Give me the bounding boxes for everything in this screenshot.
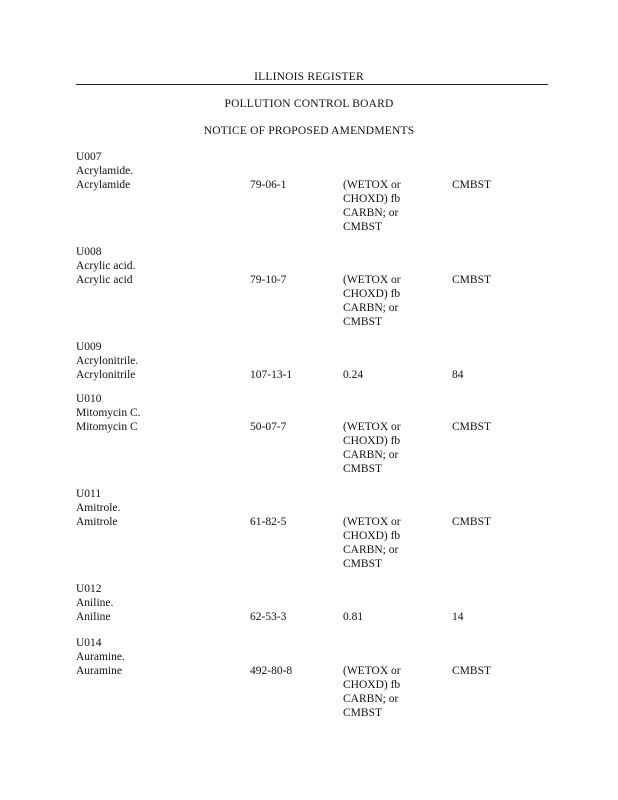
notice-title: NOTICE OF PROPOSED AMENDMENTS: [203, 125, 415, 137]
standard-line: CARBN; or: [343, 693, 399, 705]
constituent-name: Acrylonitrile: [76, 369, 136, 381]
register-title: ILLINOIS REGISTER: [254, 71, 364, 83]
standard-line: CHOXD) fb: [343, 288, 401, 300]
waste-code: U007: [76, 151, 102, 163]
standard-line: CHOXD) fb: [343, 679, 401, 691]
waste-heading: Auramine.: [76, 651, 125, 663]
waste-entry: [76, 582, 546, 624]
waste-code: U012: [76, 583, 102, 595]
waste-entry: [76, 150, 546, 233]
standard-line: CHOXD) fb: [343, 435, 401, 447]
standard-line: (WETOX or: [343, 516, 401, 528]
standard-line: 0.24: [343, 369, 364, 381]
standard-line: CARBN; or: [343, 207, 399, 219]
waste-code: U010: [76, 393, 102, 405]
nonwastewater-standard: CMBST: [452, 516, 491, 528]
standard-line: CARBN; or: [343, 544, 399, 556]
standard-line: 0.81: [343, 611, 364, 623]
nonwastewater-standard: CMBST: [452, 274, 491, 286]
standard-line: (WETOX or: [343, 274, 401, 286]
standard-line: CARBN; or: [343, 449, 399, 461]
nonwastewater-standard: CMBST: [452, 179, 491, 191]
constituent-name: Acrylamide: [76, 179, 131, 191]
wastewater-standard: [343, 664, 433, 720]
cas-number: 79-10-7: [250, 274, 287, 286]
nonwastewater-standard: 14: [452, 611, 464, 623]
constituent-row: [76, 178, 546, 233]
nonwastewater-standard: CMBST: [452, 421, 491, 433]
waste-code: U011: [76, 488, 102, 500]
cas-number: 107-13-1: [250, 369, 293, 381]
standard-line: CMBST: [343, 558, 382, 570]
wastewater-standard: [343, 420, 433, 476]
constituent-name: Mitomycin C: [76, 421, 138, 433]
cas-number: 61-82-5: [250, 516, 287, 528]
constituent-name: Amitrole: [76, 516, 118, 528]
cas-number: 492-80-8: [250, 665, 293, 677]
waste-heading: Aniline.: [76, 597, 114, 609]
standard-line: (WETOX or: [343, 179, 401, 191]
standard-line: CMBST: [343, 316, 382, 328]
waste-heading: Mitomycin C.: [76, 407, 141, 419]
constituent-row: [76, 664, 546, 719]
constituent-row: [76, 273, 546, 328]
constituent-name: Acrylic acid: [76, 274, 133, 286]
constituent-row: [76, 610, 546, 624]
wastewater-standard: [343, 610, 433, 624]
standard-line: (WETOX or: [343, 421, 401, 433]
standard-line: CHOXD) fb: [343, 530, 401, 542]
standard-line: (WETOX or: [343, 665, 401, 677]
waste-entry: [76, 636, 546, 719]
waste-heading: Acrylamide.: [76, 165, 134, 177]
nonwastewater-standard: 84: [452, 369, 464, 381]
cas-number: 50-07-7: [250, 421, 287, 433]
waste-code: U009: [76, 341, 102, 353]
nonwastewater-standard: CMBST: [452, 665, 491, 677]
wastewater-standard: [343, 515, 433, 571]
waste-heading: Acrylic acid.: [76, 260, 136, 272]
cas-number: 62-53-3: [250, 611, 287, 623]
standard-line: CARBN; or: [343, 302, 399, 314]
constituent-name: Aniline: [76, 611, 111, 623]
waste-entry: [76, 340, 546, 382]
header-rule: [76, 84, 548, 85]
wastewater-standard: [343, 368, 433, 382]
waste-code: U014: [76, 637, 102, 649]
waste-code: U008: [76, 246, 102, 258]
cas-number: 79-06-1: [250, 179, 287, 191]
waste-heading: Amitrole.: [76, 502, 121, 514]
wastewater-standard: [343, 273, 433, 329]
waste-entry: [76, 392, 546, 475]
waste-entry: [76, 487, 546, 570]
constituent-name: Auramine: [76, 665, 122, 677]
constituent-row: [76, 368, 546, 382]
standard-line: CMBST: [343, 463, 382, 475]
standard-line: CHOXD) fb: [343, 193, 401, 205]
board-title: POLLUTION CONTROL BOARD: [224, 98, 394, 110]
wastewater-standard: [343, 178, 433, 234]
waste-entry: [76, 245, 546, 328]
constituent-row: [76, 420, 546, 475]
standard-line: CMBST: [343, 707, 382, 719]
constituent-row: [76, 515, 546, 570]
waste-heading: Acrylonitrile.: [76, 355, 139, 367]
standard-line: CMBST: [343, 221, 382, 233]
